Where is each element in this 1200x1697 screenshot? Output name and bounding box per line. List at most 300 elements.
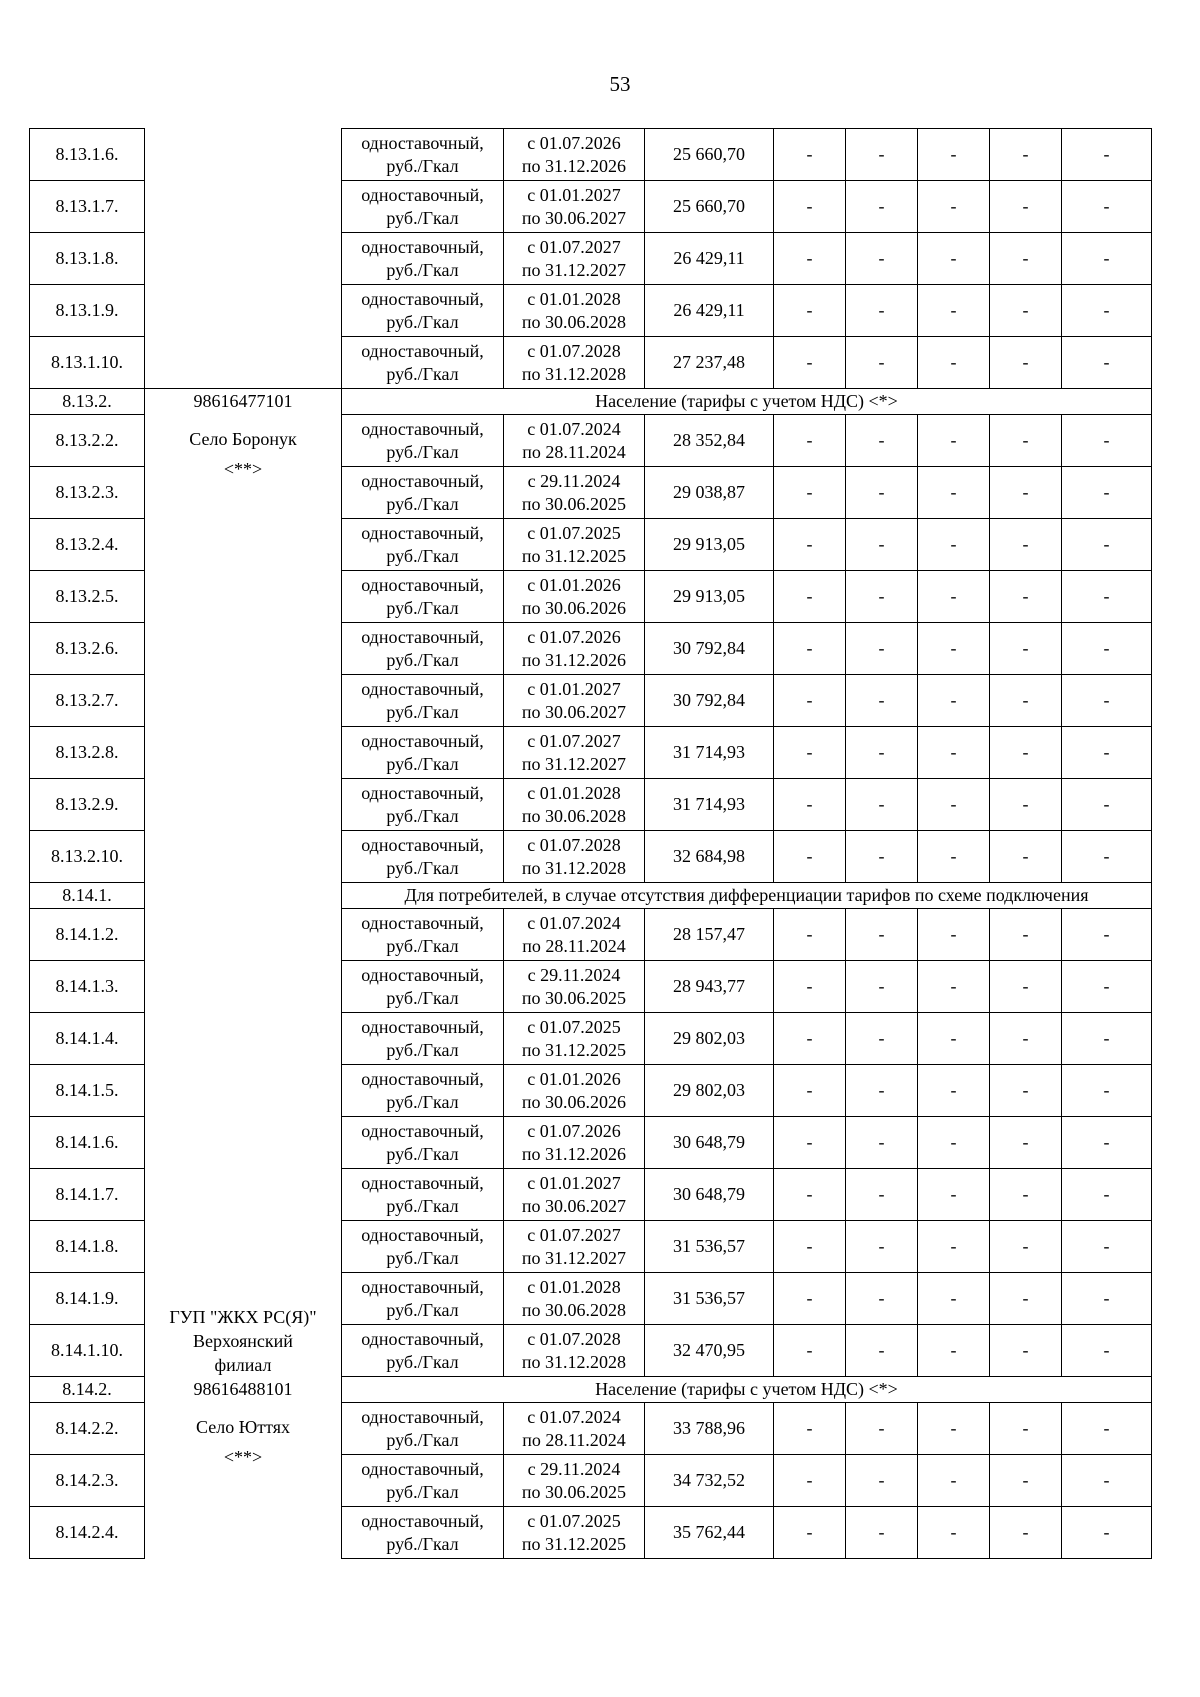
empty-value-dash: -: [990, 571, 1062, 623]
empty-value-dash: -: [918, 831, 990, 883]
period: [504, 1169, 645, 1221]
period-start: с 01.01.2026: [527, 1068, 621, 1089]
tariff-type: [342, 961, 504, 1013]
empty-value-dash: -: [990, 233, 1062, 285]
empty-value-dash: -: [918, 571, 990, 623]
row-number: 8.14.1.8.: [30, 1221, 145, 1273]
tariff-type-text: одноставочный, руб./Гкал: [361, 626, 484, 670]
period-end: по 31.12.2027: [521, 1247, 627, 1268]
period: [504, 623, 645, 675]
tariff-type-text: одноставочный, руб./Гкал: [361, 288, 484, 332]
period-end: по 28.11.2024: [522, 441, 626, 462]
tariff-type-text: одноставочный, руб./Гкал: [361, 730, 484, 774]
tariff-value: 30 648,79: [645, 1169, 774, 1221]
empty-value-dash: -: [918, 675, 990, 727]
period: [504, 233, 645, 285]
period-start: с 01.07.2024: [527, 418, 621, 439]
empty-value-dash: -: [774, 1273, 846, 1325]
period-end: по 31.12.2028: [521, 857, 627, 878]
empty-value-dash: -: [918, 337, 990, 389]
tariff-type-text: одноставочный, руб./Гкал: [361, 1276, 484, 1320]
tariff-type-text: одноставочный, руб./Гкал: [361, 1224, 484, 1268]
empty-value-dash: -: [774, 1169, 846, 1221]
empty-value-dash: -: [990, 1169, 1062, 1221]
org-name-line3: филиал: [214, 1354, 272, 1375]
empty-value-dash: -: [846, 181, 918, 233]
org-column-blank: [145, 129, 342, 389]
empty-value-dash: -: [774, 909, 846, 961]
tariff-type: [342, 571, 504, 623]
period-end: по 31.12.2028: [521, 363, 627, 384]
period: [504, 285, 645, 337]
tariff-type-text: одноставочный, руб./Гкал: [361, 1068, 484, 1112]
period-end: по 30.06.2027: [521, 701, 627, 722]
tariff-value: 29 913,05: [645, 519, 774, 571]
period-start: с 01.07.2027: [527, 730, 621, 751]
period-start: с 01.01.2026: [527, 574, 621, 595]
empty-value-dash: -: [1062, 519, 1152, 571]
empty-value-dash: -: [990, 623, 1062, 675]
empty-value-dash: -: [918, 181, 990, 233]
row-number: 8.14.2.2.: [30, 1403, 145, 1455]
empty-value-dash: -: [990, 337, 1062, 389]
empty-value-dash: -: [990, 415, 1062, 467]
period: [504, 831, 645, 883]
tariff-type-text: одноставочный, руб./Гкал: [361, 574, 484, 618]
row-number: 8.13.2.5.: [30, 571, 145, 623]
empty-value-dash: -: [1062, 1455, 1152, 1507]
row-number: 8.13.2.3.: [30, 467, 145, 519]
settlement-code: 98616488101: [145, 1377, 342, 1403]
table-row: [30, 415, 1152, 467]
empty-value-dash: -: [846, 1221, 918, 1273]
tariff-type: [342, 727, 504, 779]
row-number: 8.13.1.6.: [30, 129, 145, 181]
section-row: [30, 883, 1152, 909]
tariff-type: [342, 1403, 504, 1455]
empty-value-dash: -: [774, 1455, 846, 1507]
period-end: по 28.11.2024: [522, 935, 626, 956]
empty-value-dash: -: [774, 1221, 846, 1273]
section-number: 8.13.2.: [30, 389, 145, 415]
empty-value-dash: -: [918, 519, 990, 571]
row-number: 8.13.2.6.: [30, 623, 145, 675]
empty-value-dash: -: [846, 675, 918, 727]
tariff-type-text: одноставочный, руб./Гкал: [361, 184, 484, 228]
tariff-type-text: одноставочный, руб./Гкал: [361, 1406, 484, 1450]
period-end: по 30.06.2025: [521, 493, 627, 514]
empty-value-dash: -: [1062, 779, 1152, 831]
empty-value-dash: -: [918, 1169, 990, 1221]
empty-value-dash: -: [846, 233, 918, 285]
tariff-type: [342, 129, 504, 181]
empty-value-dash: -: [1062, 909, 1152, 961]
empty-value-dash: -: [774, 129, 846, 181]
section-number: 8.14.1.: [30, 883, 145, 909]
period-end: по 31.12.2028: [521, 1351, 627, 1372]
period-end: по 30.06.2027: [521, 1195, 627, 1216]
empty-value-dash: -: [1062, 467, 1152, 519]
tariff-type: [342, 909, 504, 961]
row-number: 8.14.2.3.: [30, 1455, 145, 1507]
tariff-type-text: одноставочный, руб./Гкал: [361, 418, 484, 462]
empty-value-dash: -: [918, 961, 990, 1013]
period-end: по 31.12.2025: [521, 545, 627, 566]
empty-value-dash: -: [846, 1325, 918, 1377]
period-start: с 01.01.2028: [527, 288, 621, 309]
empty-value-dash: -: [774, 233, 846, 285]
period: [504, 779, 645, 831]
period: [504, 1507, 645, 1559]
tariff-type-text: одноставочный, руб./Гкал: [361, 912, 484, 956]
empty-value-dash: -: [990, 285, 1062, 337]
empty-value-dash: -: [1062, 623, 1152, 675]
row-number: 8.13.2.7.: [30, 675, 145, 727]
empty-value-dash: -: [846, 1455, 918, 1507]
period-end: по 31.12.2027: [521, 753, 627, 774]
tariff-type-text: одноставочный, руб./Гкал: [361, 470, 484, 514]
empty-value-dash: -: [846, 831, 918, 883]
tariff-value: 29 802,03: [645, 1065, 774, 1117]
period-start: с 29.11.2024: [527, 470, 621, 491]
tariff-value: 25 660,70: [645, 129, 774, 181]
period-start: с 01.01.2027: [527, 1172, 621, 1193]
empty-value-dash: -: [1062, 1403, 1152, 1455]
period-end: по 30.06.2027: [521, 207, 627, 228]
tariff-value: 28 943,77: [645, 961, 774, 1013]
tariff-type: [342, 675, 504, 727]
empty-value-dash: -: [774, 415, 846, 467]
tariff-type: [342, 519, 504, 571]
empty-value-dash: -: [774, 1013, 846, 1065]
empty-value-dash: -: [918, 467, 990, 519]
tariff-value: 28 157,47: [645, 909, 774, 961]
section-row: [30, 389, 1152, 415]
empty-value-dash: -: [918, 1065, 990, 1117]
period-start: с 01.01.2028: [527, 782, 621, 803]
empty-value-dash: -: [918, 415, 990, 467]
tariff-value: 26 429,11: [645, 233, 774, 285]
period-start: с 01.07.2024: [527, 1406, 621, 1427]
period-start: с 01.07.2025: [527, 1510, 621, 1531]
period: [504, 909, 645, 961]
empty-value-dash: -: [846, 1013, 918, 1065]
tariff-type: [342, 1325, 504, 1377]
empty-value-dash: -: [1062, 1013, 1152, 1065]
tariff-type: [342, 1169, 504, 1221]
tariff-value: 28 352,84: [645, 415, 774, 467]
empty-value-dash: -: [846, 623, 918, 675]
tariff-type-text: одноставочный, руб./Гкал: [361, 1458, 484, 1502]
empty-value-dash: -: [774, 519, 846, 571]
period: [504, 1013, 645, 1065]
empty-value-dash: -: [990, 1221, 1062, 1273]
period-start: с 01.07.2028: [527, 340, 621, 361]
empty-value-dash: -: [774, 779, 846, 831]
tariff-type-text: одноставочный, руб./Гкал: [361, 1172, 484, 1216]
empty-value-dash: -: [846, 519, 918, 571]
tariff-value: 25 660,70: [645, 181, 774, 233]
tariff-type: [342, 1117, 504, 1169]
tariff-type-text: одноставочный, руб./Гкал: [361, 678, 484, 722]
empty-value-dash: -: [774, 675, 846, 727]
empty-value-dash: -: [1062, 727, 1152, 779]
tariff-type: [342, 467, 504, 519]
empty-value-dash: -: [1062, 285, 1152, 337]
row-number: 8.13.2.2.: [30, 415, 145, 467]
empty-value-dash: -: [918, 1325, 990, 1377]
empty-value-dash: -: [990, 519, 1062, 571]
row-number: 8.13.1.10.: [30, 337, 145, 389]
empty-value-dash: -: [774, 623, 846, 675]
empty-value-dash: -: [846, 571, 918, 623]
empty-value-dash: -: [846, 779, 918, 831]
empty-value-dash: -: [990, 675, 1062, 727]
empty-value-dash: -: [846, 285, 918, 337]
empty-value-dash: -: [918, 1403, 990, 1455]
tariff-type-text: одноставочный, руб./Гкал: [361, 834, 484, 878]
period-end: по 31.12.2026: [521, 155, 627, 176]
empty-value-dash: -: [918, 1117, 990, 1169]
period: [504, 1273, 645, 1325]
empty-value-dash: -: [918, 233, 990, 285]
period: [504, 1065, 645, 1117]
empty-value-dash: -: [990, 1065, 1062, 1117]
page-number: 53: [609, 72, 631, 96]
empty-value-dash: -: [1062, 571, 1152, 623]
period-end: по 31.12.2026: [521, 1143, 627, 1164]
empty-value-dash: -: [990, 727, 1062, 779]
tariff-type: [342, 1507, 504, 1559]
row-number: 8.14.2.4.: [30, 1507, 145, 1559]
row-number: 8.14.1.9.: [30, 1273, 145, 1325]
tariff-type: [342, 779, 504, 831]
period-start: с 01.01.2027: [527, 184, 621, 205]
empty-value-dash: -: [1062, 129, 1152, 181]
empty-value-dash: -: [846, 337, 918, 389]
empty-value-dash: -: [1062, 1169, 1152, 1221]
tariff-type-text: одноставочный, руб./Гкал: [361, 1510, 484, 1554]
empty-value-dash: -: [1062, 1065, 1152, 1117]
section-heading: Для потребителей, в случае отсутствия дифференциации тарифов по схеме подключения: [342, 883, 1152, 909]
period-end: по 30.06.2026: [521, 597, 627, 618]
tariff-type-text: одноставочный, руб./Гкал: [361, 1328, 484, 1372]
empty-value-dash: -: [918, 779, 990, 831]
period-end: по 30.06.2025: [521, 987, 627, 1008]
period: [504, 1117, 645, 1169]
empty-value-dash: -: [774, 1403, 846, 1455]
period: [504, 1221, 645, 1273]
empty-value-dash: -: [846, 727, 918, 779]
empty-value-dash: -: [774, 181, 846, 233]
table-row: [30, 1403, 1152, 1455]
org-name-line2: Верхоянский: [193, 1330, 293, 1351]
period-start: с 01.07.2027: [527, 236, 621, 257]
settlement-code: 98616477101: [145, 389, 342, 415]
period-start: с 01.07.2026: [527, 626, 621, 647]
empty-value-dash: -: [774, 467, 846, 519]
tariff-type: [342, 1455, 504, 1507]
tariff-type: [342, 233, 504, 285]
tariff-value: 31 536,57: [645, 1273, 774, 1325]
period: [504, 467, 645, 519]
empty-value-dash: -: [774, 1117, 846, 1169]
period: [504, 675, 645, 727]
empty-value-dash: -: [846, 129, 918, 181]
empty-value-dash: -: [918, 1455, 990, 1507]
empty-value-dash: -: [990, 961, 1062, 1013]
period-end: по 31.12.2025: [521, 1039, 627, 1060]
empty-value-dash: -: [990, 1455, 1062, 1507]
tariff-value: 34 732,52: [645, 1455, 774, 1507]
section-heading: Население (тарифы с учетом НДС) <*>: [342, 389, 1152, 415]
tariff-type-text: одноставочный, руб./Гкал: [361, 522, 484, 566]
empty-value-dash: -: [846, 909, 918, 961]
empty-value-dash: -: [918, 129, 990, 181]
period-end: по 31.12.2026: [521, 649, 627, 670]
empty-value-dash: -: [918, 1221, 990, 1273]
empty-value-dash: -: [774, 1065, 846, 1117]
tariff-type: [342, 1221, 504, 1273]
empty-value-dash: -: [918, 727, 990, 779]
section-number: 8.14.2.: [30, 1377, 145, 1403]
empty-value-dash: -: [774, 285, 846, 337]
empty-value-dash: -: [774, 337, 846, 389]
tariff-type: [342, 1273, 504, 1325]
empty-value-dash: -: [990, 1507, 1062, 1559]
empty-value-dash: -: [990, 181, 1062, 233]
tariff-value: 29 913,05: [645, 571, 774, 623]
row-number: 8.13.1.8.: [30, 233, 145, 285]
row-number: 8.13.2.4.: [30, 519, 145, 571]
row-number: 8.14.1.7.: [30, 1169, 145, 1221]
tariff-type-text: одноставочный, руб./Гкал: [361, 964, 484, 1008]
empty-value-dash: -: [774, 831, 846, 883]
row-number: 8.13.2.10.: [30, 831, 145, 883]
tariff-type: [342, 1065, 504, 1117]
empty-value-dash: -: [1062, 675, 1152, 727]
period-start: с 01.07.2025: [527, 522, 621, 543]
tariff-value: 31 714,93: [645, 727, 774, 779]
tariff-value: 27 237,48: [645, 337, 774, 389]
settlement-note: <**>: [223, 1446, 263, 1467]
row-number: 8.14.1.4.: [30, 1013, 145, 1065]
empty-value-dash: -: [918, 1507, 990, 1559]
period-end: по 31.12.2027: [521, 259, 627, 280]
row-number: 8.14.1.2.: [30, 909, 145, 961]
empty-value-dash: -: [918, 1273, 990, 1325]
tariff-type: [342, 831, 504, 883]
row-number: 8.13.2.8.: [30, 727, 145, 779]
empty-value-dash: -: [774, 571, 846, 623]
period: [504, 337, 645, 389]
tariff-value: 32 470,95: [645, 1325, 774, 1377]
period-start: с 01.07.2026: [527, 1120, 621, 1141]
empty-value-dash: -: [1062, 415, 1152, 467]
period-start: с 01.01.2028: [527, 1276, 621, 1297]
empty-value-dash: -: [1062, 961, 1152, 1013]
section-row: [30, 1377, 1152, 1403]
tariff-type: [342, 415, 504, 467]
period: [504, 961, 645, 1013]
empty-value-dash: -: [846, 1507, 918, 1559]
tariff-type: [342, 181, 504, 233]
tariff-type: [342, 337, 504, 389]
tariff-type-text: одноставочный, руб./Гкал: [361, 1120, 484, 1164]
period-end: по 31.12.2025: [521, 1533, 627, 1554]
period: [504, 1455, 645, 1507]
empty-value-dash: -: [918, 623, 990, 675]
period-start: с 01.01.2027: [527, 678, 621, 699]
tariff-value: 32 684,98: [645, 831, 774, 883]
empty-value-dash: -: [1062, 1325, 1152, 1377]
row-number: 8.14.1.5.: [30, 1065, 145, 1117]
empty-value-dash: -: [1062, 831, 1152, 883]
org-name-line1: ГУП "ЖКХ РС(Я)": [169, 1306, 317, 1327]
period-end: по 30.06.2028: [521, 805, 627, 826]
tariff-type-text: одноставочный, руб./Гкал: [361, 782, 484, 826]
empty-value-dash: -: [846, 1169, 918, 1221]
empty-value-dash: -: [918, 285, 990, 337]
empty-value-dash: -: [990, 467, 1062, 519]
period-start: с 01.07.2028: [527, 834, 621, 855]
empty-value-dash: -: [990, 779, 1062, 831]
row-number: 8.14.1.6.: [30, 1117, 145, 1169]
empty-value-dash: -: [846, 1403, 918, 1455]
period-end: по 30.06.2028: [521, 1299, 627, 1320]
empty-value-dash: -: [1062, 337, 1152, 389]
period-start: с 01.07.2027: [527, 1224, 621, 1245]
period: [504, 1325, 645, 1377]
period-end: по 30.06.2025: [521, 1481, 627, 1502]
empty-value-dash: -: [846, 1117, 918, 1169]
tariff-value: 29 802,03: [645, 1013, 774, 1065]
tariff-type: [342, 623, 504, 675]
period: [504, 571, 645, 623]
empty-value-dash: -: [918, 1013, 990, 1065]
settlement-cell: [145, 1403, 342, 1559]
period-start: с 01.07.2026: [527, 132, 621, 153]
empty-value-dash: -: [990, 831, 1062, 883]
tariff-type-text: одноставочный, руб./Гкал: [361, 236, 484, 280]
tariff-value: 35 762,44: [645, 1507, 774, 1559]
period: [504, 1403, 645, 1455]
row-number: 8.13.1.7.: [30, 181, 145, 233]
tariff-value: 31 714,93: [645, 779, 774, 831]
empty-value-dash: -: [846, 467, 918, 519]
row-number: 8.13.1.9.: [30, 285, 145, 337]
period-end: по 30.06.2028: [521, 311, 627, 332]
period-start: с 29.11.2024: [527, 1458, 621, 1479]
empty-value-dash: -: [990, 1273, 1062, 1325]
period: [504, 181, 645, 233]
period-end: по 30.06.2026: [521, 1091, 627, 1112]
settlement-name: Село Юттях: [196, 1416, 290, 1437]
period: [504, 519, 645, 571]
period: [504, 727, 645, 779]
empty-value-dash: -: [846, 1273, 918, 1325]
tariff-value: 33 788,96: [645, 1403, 774, 1455]
empty-value-dash: -: [1062, 233, 1152, 285]
empty-value-dash: -: [1062, 1273, 1152, 1325]
empty-value-dash: -: [990, 1117, 1062, 1169]
table-row: [30, 129, 1152, 181]
empty-value-dash: -: [990, 909, 1062, 961]
empty-value-dash: -: [846, 1065, 918, 1117]
empty-value-dash: -: [990, 129, 1062, 181]
tariff-type: [342, 285, 504, 337]
empty-value-dash: -: [846, 415, 918, 467]
